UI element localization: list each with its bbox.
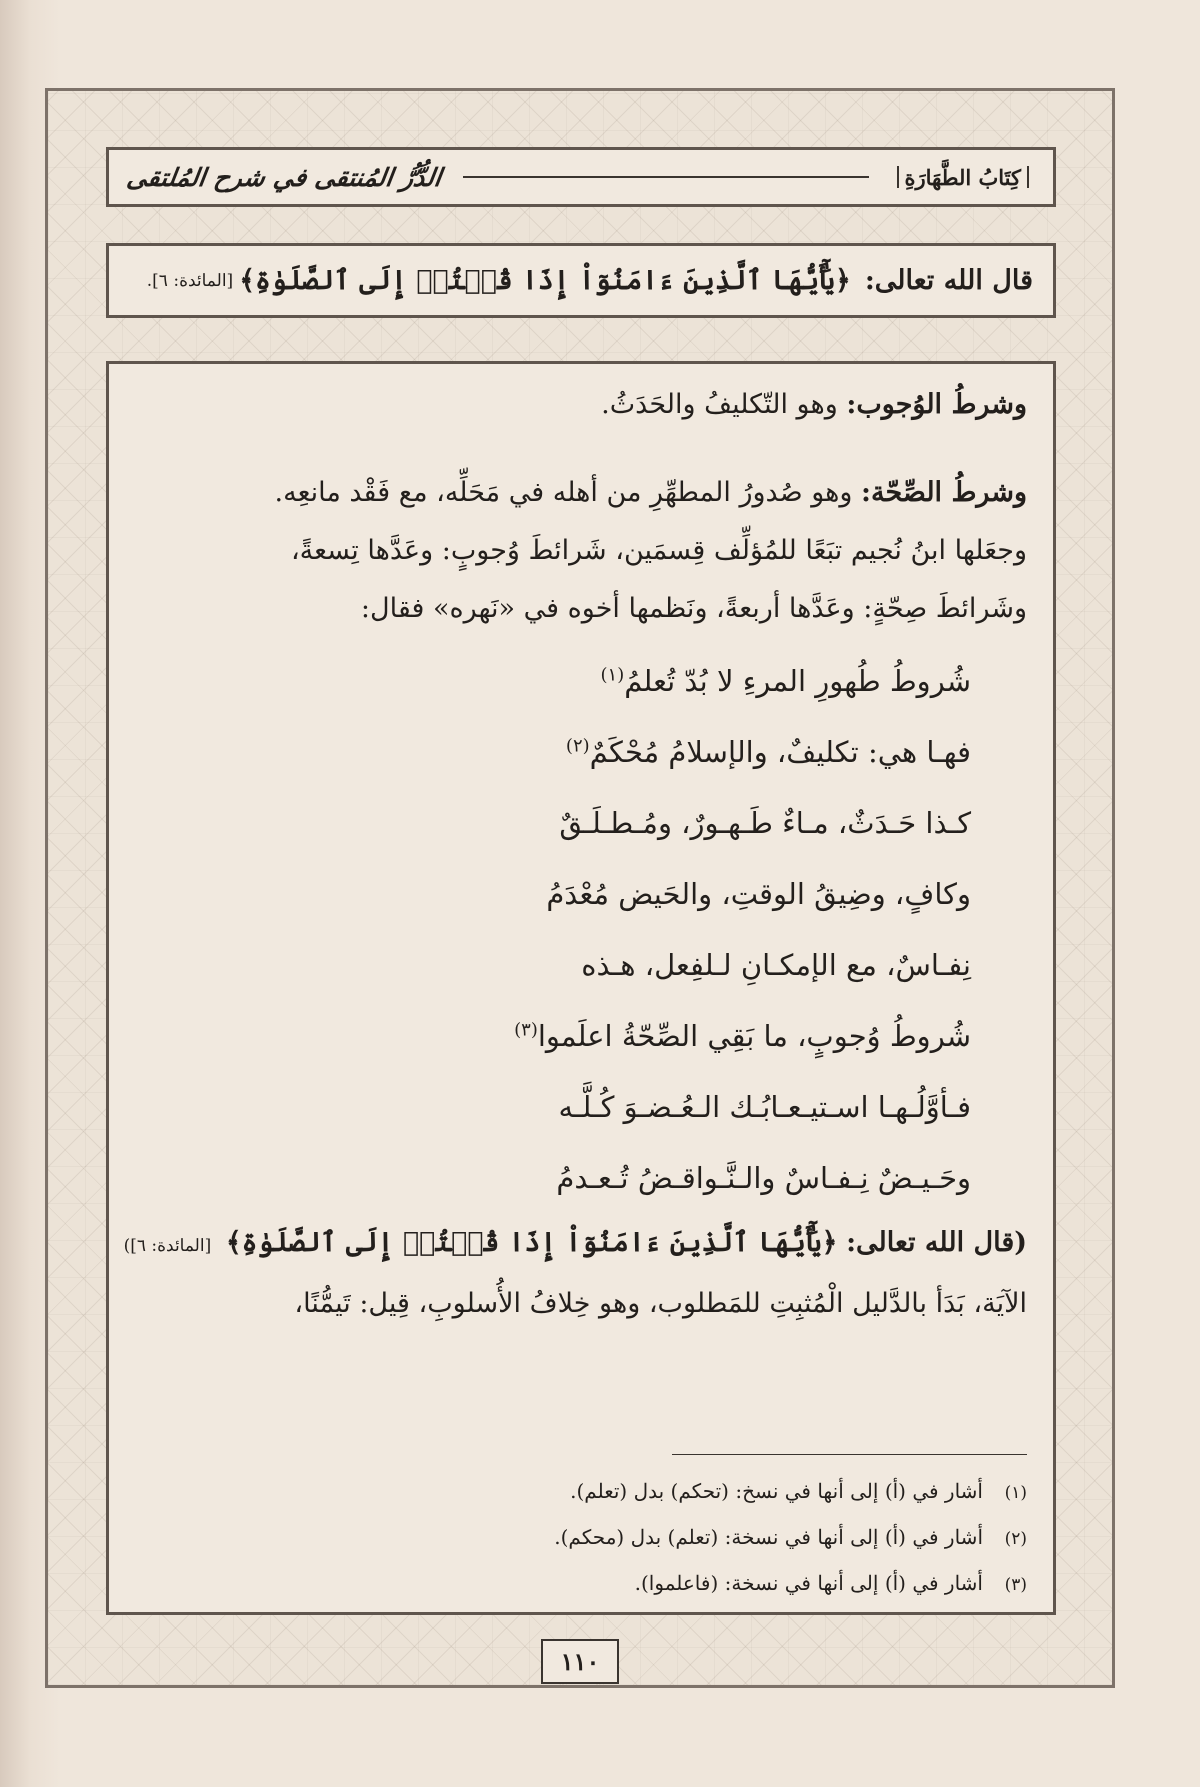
poem-verse — [135, 646, 1027, 717]
main-text-box — [106, 361, 1056, 1615]
condition-text: وهو صُدورُ المطهِّرِ من أهله في مَحَلِّه، مع فَقْد مانعِه. — [274, 477, 853, 508]
footnote-separator — [672, 1454, 1027, 1455]
header-rule — [463, 176, 868, 178]
footnote-marker: (٣) — [514, 1019, 538, 1041]
condition-label: وشرطُ الصِّحّة: — [861, 477, 1027, 508]
condition-obligation — [135, 376, 1027, 434]
condition-validity — [135, 464, 1027, 522]
poem-verse: وكافٍ، وضِيقُ الوقتِ، والحَيض مُعْدَمُ — [546, 877, 971, 911]
quote-verse: ﴿يَٰٓأَيُّهَا ٱلَّذِينَ ءَامَنُوٓاْ إِذَا قُمۡتُمۡ إِلَى ٱلصَّلَوٰةِ﴾ — [239, 265, 851, 296]
ornamental-frame — [45, 88, 1115, 1688]
poem-verse: فـأوَّلُـهـا اسـتيـعـابُـك الـعُـضـوَ كُـلَّـه — [558, 1090, 971, 1124]
paragraph-line: الآيَة، بَدَأ بالدَّليل الْمُثبِتِ للمَطلوب، وهو خِلافُ الأُسلوبِ، قِيل: تَيمُّنًا، — [294, 1288, 1027, 1319]
footnote-marker: (٢) — [565, 735, 590, 757]
footnote — [554, 1515, 1027, 1561]
paragraph-line: وشَرائطَ صِحّةٍ: وعَدَّها أربعةً، ونَظمها أخوه في «نَهره» فقال: — [360, 593, 1027, 624]
footnote-number: (٣) — [1004, 1575, 1027, 1595]
quote-reference: [المائدة: ٦]) — [123, 1236, 212, 1256]
condition-label: وشرطُ الوُجوب: — [846, 389, 1027, 420]
poem-verse: نِفـاسٌ، مع الإمكـانِ لـلفِعل، هـذه — [581, 948, 971, 982]
page-number: ١١٠ — [541, 1639, 619, 1684]
footnote-text: أشار في (أ) إلى أنها في نسخة: (تعلم) بدل (محكم). — [554, 1525, 983, 1549]
main-content — [109, 364, 1053, 1333]
chapter-title: كِتَابُ الطَّهَارَةِ — [904, 164, 1021, 190]
quote-reference: [المائدة: ٦]. — [146, 270, 234, 291]
poem-verse: وحَـيـضٌ نِـفـاسٌ والـنَّـواقـضُ تُـعـدمُ — [556, 1161, 971, 1195]
quote-verse: ﴿يَٰٓأَيُّهَا ٱلَّذِينَ ءَامَنُوٓاْ إِذَا قُمۡتُمۡ إِلَى ٱلصَّلَوٰةِ﴾ — [225, 1227, 838, 1258]
verse-text: شُروطُ وُجوبٍ، ما بَقِي الصِّحّةُ اعلَموا — [537, 1019, 971, 1053]
footnote-text: أشار في (أ) إلى أنها في نسخة: (فاعلموا). — [634, 1571, 983, 1595]
paragraph-line: وجعَلها ابنُ نُجيم تبَعًا للمُؤلِّف قِسمَين، شَرائطَ وُجوبٍ: وعَدَّها تِسعةً، — [290, 535, 1027, 566]
poem-verse: كـذا حَـدَثٌ، مـاءٌ طَـهـورٌ، ومُـطـلَـقٌ — [559, 806, 971, 840]
footnote — [554, 1561, 1027, 1607]
footnote-number: (٢) — [1004, 1529, 1027, 1549]
verse-text: شُروطُ طُهورِ المرءِ لا بُدّ تُعلمُ — [624, 664, 971, 698]
footnote-marker: (١) — [600, 664, 625, 686]
footnote-number: (١) — [1004, 1483, 1027, 1503]
running-header — [106, 147, 1056, 207]
quote-lead: قال الله تعالى: — [864, 265, 1033, 296]
quote-lead: (قال الله تعالى: — [846, 1227, 1027, 1258]
poem-verse — [135, 717, 1027, 788]
footnotes — [554, 1469, 1027, 1607]
header-separator — [1027, 166, 1029, 188]
second-quote-line — [123, 1214, 1027, 1275]
poem-verse — [135, 1001, 1027, 1072]
footnote — [554, 1469, 1027, 1515]
footnote-text: أشار في (أ) إلى أنها في نسخ: (تحكم) بدل (تعلم). — [570, 1479, 983, 1503]
condition-text: وهو التّكليفُ والحَدَثُ. — [601, 389, 838, 420]
book-title-calligraphy: الدُّرُّ المُنتقى في شرح المُلتقى — [124, 162, 444, 192]
quran-quote-box — [106, 243, 1056, 318]
verse-text: فهـا هي: تكليفٌ، والإسلامُ مُحْكَمٌ — [589, 735, 971, 769]
header-separator — [897, 166, 899, 188]
